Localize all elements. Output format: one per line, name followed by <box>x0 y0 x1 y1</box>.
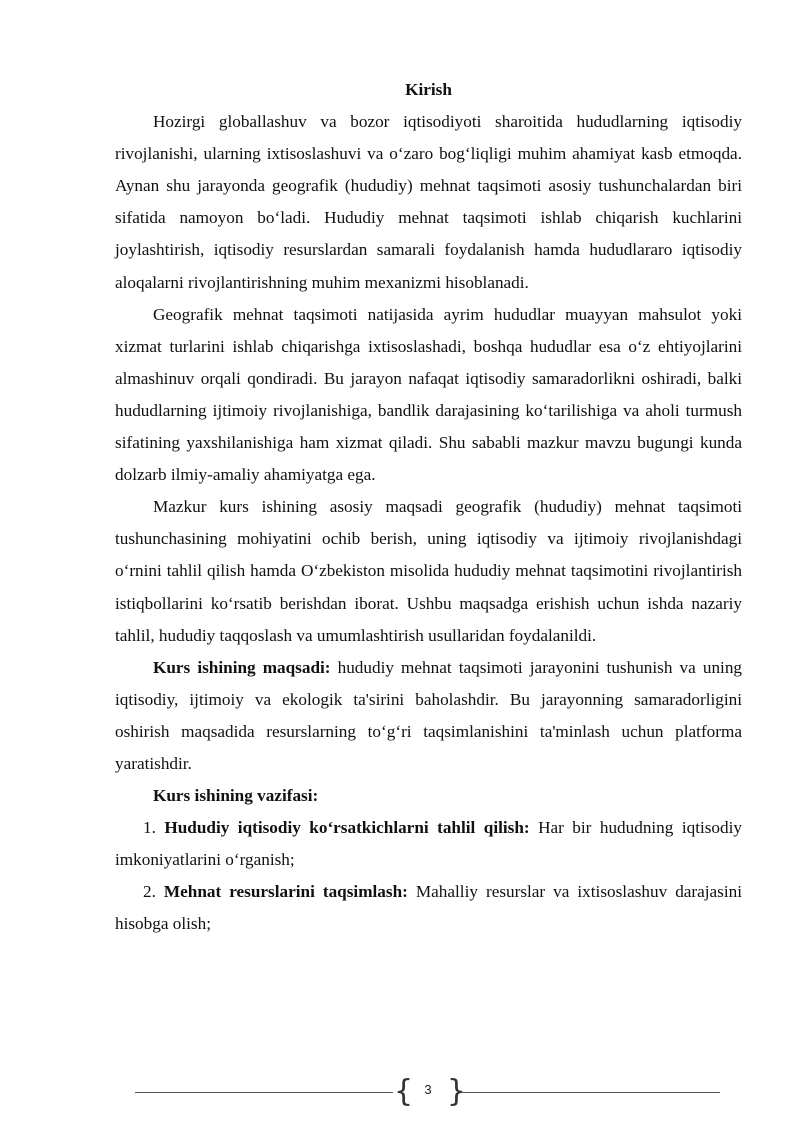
goal-label: Kurs ishining maqsadi: <box>153 657 331 677</box>
document-page <box>115 74 742 941</box>
paragraph-division: Geografik mehnat taqsimoti natijasida ayrim hududlar muayyan mahsulot yoki xizmat turlarini ishlab chiqarishga ixtisoslashadi, boshqa hududlar esa o‘z ehtiyojlarini almashinuv orqali qondiradi. Bu jarayon nafaqat iqtisodiy samaradorlikni oshiradi, balki hududlarning ijtimoiy rivojlanishiga, bandlik darajasining ko‘tarilishiga va aholi turmush sifatining yaxshilanishiga ham xizmat qiladi. Shu sababli mazkur mavzu bugungi kunda dolzarb ilmiy-amaliy ahamiyatga ega. <box>115 304 742 485</box>
task-label: Mehnat resurslarini taqsimlash: <box>163 882 408 902</box>
task-text: Mahalliy resurslar va ixtisoslashuv darajasini hisobga olish; <box>115 882 743 934</box>
goal-text: hududiy mehnat taqsimoti jarayonini tushunish va uning iqtisodiy, ijtimoiy va ekologik ta'sirini baholashdir. Bu jarayonning samaradorligini oshirish maqsadida resurslarning to‘g‘ri taqsimlanishini ta'minlash uchun platforma yaratishdir. <box>115 657 743 773</box>
page-footer <box>135 1074 720 1114</box>
page-number: 3 <box>424 1082 432 1097</box>
footer-rule-right <box>461 1092 720 1093</box>
task-text: Har bir hududning iqtisodiy imkoniyatlarini o‘rganish; <box>115 818 742 870</box>
tasks-heading: Kurs ishining vazifasi: <box>153 786 319 806</box>
right-brace-icon: } <box>447 1074 467 1109</box>
left-brace-icon: { <box>394 1074 414 1109</box>
task-label: Hududiy iqtisodiy ko‘rsatkichlarni tahlil qilish: <box>164 818 530 838</box>
paragraph-purpose: Mazkur kurs ishining asosiy maqsadi geografik (hududiy) mehnat taqsimoti tushunchasining mohiyatini ochib berish, uning iqtisodiy va ijtimoiy rivojlanishdagi o‘rnini tahlil qilish hamda O‘zbekiston misolida hududiy mehnat taqsimotini rivojlantirish istiqbollarini ko‘rsatib berishdan iborat. Ushbu maqsadga erishish uchun ishda nazariy tahlil, hududiy taqqoslash va umumlashtirish usullaridan foydalanildi. <box>115 497 742 645</box>
task-number: 2. <box>143 882 156 902</box>
paragraph-intro: Hozirgi globallashuv va bozor iqtisodiyoti sharoitida hududlarning iqtisodiy rivojlanishi, ularning ixtisoslashuvi va o‘zaro bog‘liqligi muhim ahamiyat kasb etmoqda. Aynan shu jarayonda geografik (hududiy) mehnat taqsimoti asosiy tushunchalardan biri sifatida namoyon bo‘ladi. Hududiy mehnat taqsimoti ishlab chiqarish kuchlarini joylashtirish, iqtisodiy resurslardan samarali foydalanish hamda hududlararo iqtisodiy aloqalarni rivojlantirishning muhim mexanizmi hisoblanadi. <box>115 112 742 292</box>
goal-paragraph <box>115 652 742 780</box>
footer-rule-left <box>135 1092 393 1093</box>
document-title: Kirish <box>405 80 452 99</box>
task-number: 1. <box>143 818 156 838</box>
task-item-2 <box>115 876 742 940</box>
task-item-1 <box>115 812 742 876</box>
